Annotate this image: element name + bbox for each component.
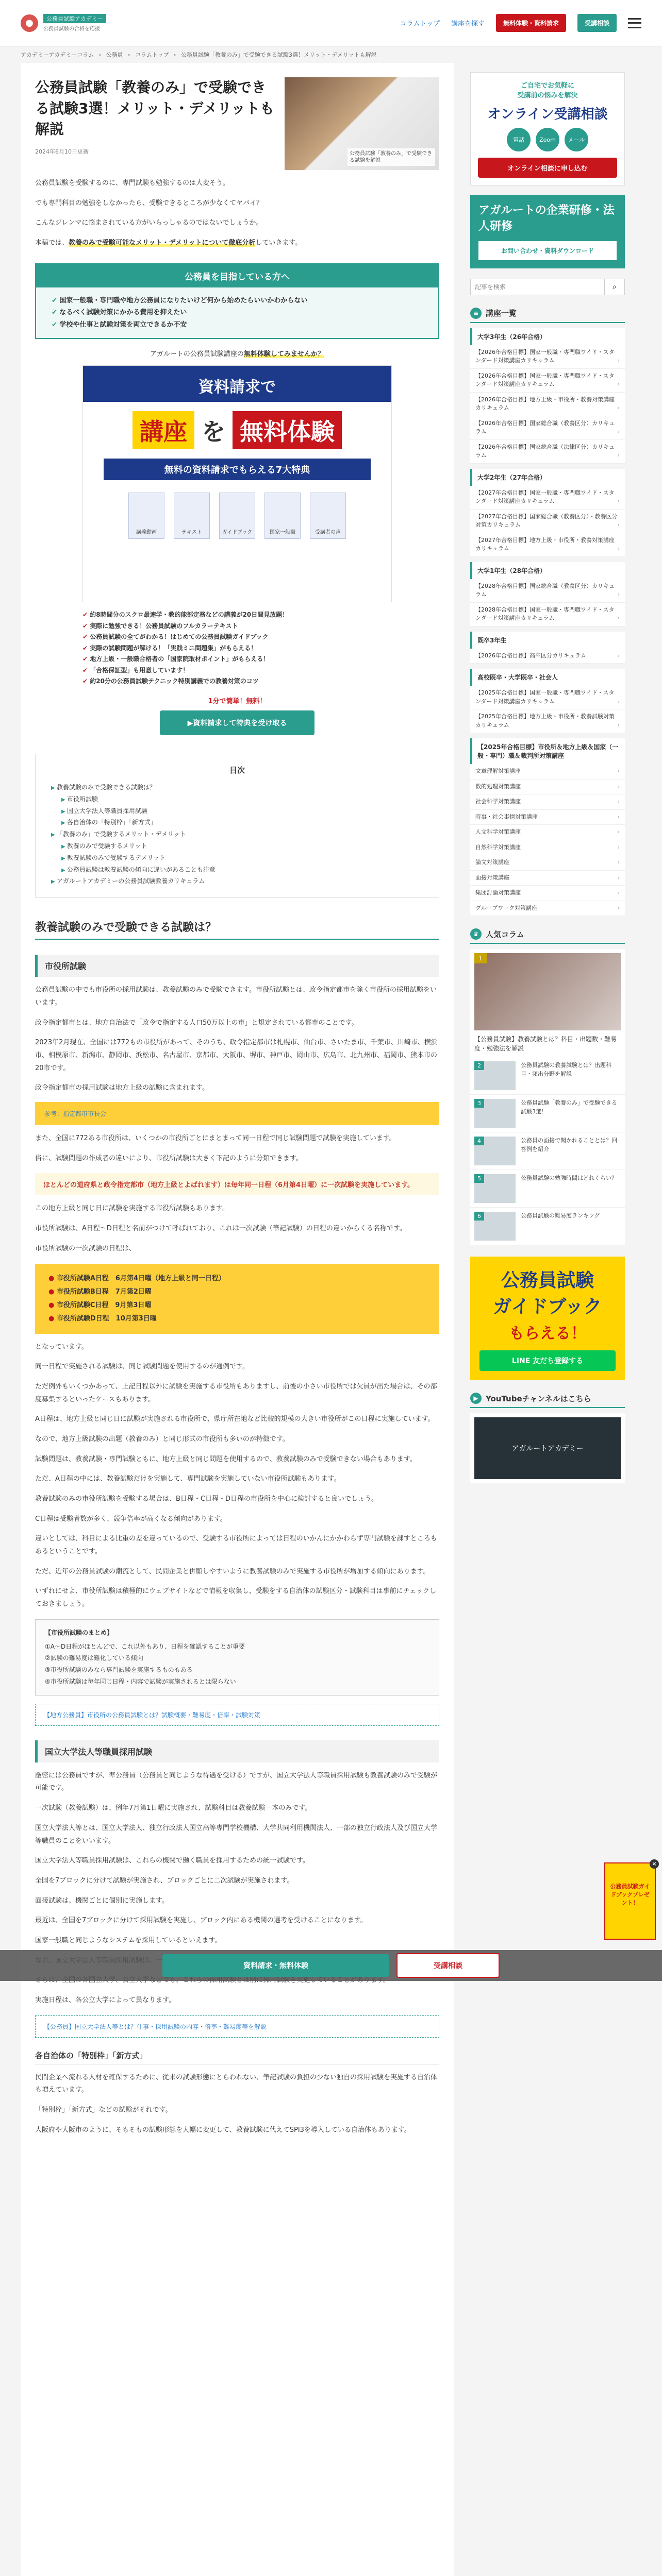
reference-box xyxy=(35,1102,439,1125)
online-consult-ad[interactable] xyxy=(470,72,625,185)
toc-item[interactable]: ▶ 各自治体の「特別枠」「新方式」 xyxy=(51,817,423,828)
ad-lead: 受講前の悩みを解決 xyxy=(517,92,578,99)
toc-title: 目次 xyxy=(229,766,245,775)
category-heading: 高校既卒・大学既卒・社会人 xyxy=(470,669,625,686)
breadcrumb-item[interactable]: コラムトップ xyxy=(135,52,169,58)
cta-lead: アガルートの公務員試験講座の無料体験してみませんか？ xyxy=(150,350,324,358)
close-icon[interactable]: × xyxy=(650,1859,659,1869)
category-link[interactable]: 数的処理対策講座 › xyxy=(470,779,625,795)
popular-article-title: 公務員試験の難易度ランキング xyxy=(521,1212,600,1219)
body-text: 同一日程で実施される試験は、同じ試験問題を使用するのが通例です。 xyxy=(35,1363,249,1371)
body-text: 公務員試験の中でも市役所の採用試験は、教養試験のみで受験できます。市役所試験とは、政令指定都市を除く市役所の採用試験をいいます。 xyxy=(35,986,437,1007)
schedule-item: ● 市役所試験B日程 7月第2日曜 xyxy=(48,1285,426,1299)
article-title: 公務員試験「教養のみ」で受験できる試験3選！メリット・デメリットも解説 xyxy=(35,79,275,138)
body-text: 教養試験のみの市役所試験を受験する場合は、B日程・C日程・D日程の市役所を中心に検討すると良いでしょう。 xyxy=(35,1495,378,1503)
category-link[interactable]: 【2026年合格目標】高卒区分カリキュラム › xyxy=(470,649,625,664)
body-text: ただ、A日程の中には、教養試験だけを実施して、専門試験を実施していない市役所試験もあります。 xyxy=(35,1475,341,1483)
banner-heading: 資料請求で xyxy=(83,366,391,402)
video-icon: Zoom xyxy=(536,128,559,151)
consult-button[interactable]: 受講相談 xyxy=(577,14,617,32)
banner-word: 講座 xyxy=(133,411,194,449)
category-link[interactable]: 論文対策講座 › xyxy=(470,855,625,871)
intro-summary: 本稿では、教養のみで受験可能なメリット・デメリットについて徹底分析していきます。 xyxy=(35,239,302,247)
free-trial-banner[interactable] xyxy=(82,365,392,602)
category-group xyxy=(470,562,625,626)
logo-icon: ● xyxy=(21,14,38,32)
breadcrumb-sep: › xyxy=(174,52,176,58)
sticky-cta-bar xyxy=(0,1950,662,1981)
category-link[interactable]: 時事・社会事情対策講座 › xyxy=(470,810,625,825)
breadcrumb xyxy=(0,46,662,63)
inquiry-button[interactable]: お問い合わせ・資料ダウンロード xyxy=(478,241,617,260)
subsection-heading: 各自治体の「特別枠」「新方式」 xyxy=(35,2050,439,2064)
schedule-item: ● 市役所試験C日程 9月第3日曜 xyxy=(48,1299,426,1312)
benefit-item: ✔ 地方上級・一般職合格者の「国家院取材ポイント」がもらえる！ xyxy=(82,654,392,665)
popular-article[interactable]: 6 公務員試験の難易度ランキング xyxy=(470,1208,625,1245)
popular-article[interactable]: 5 公務員試験の勉強時間はどれくらい？ xyxy=(470,1170,625,1208)
banner-book: ガイドブック xyxy=(219,493,255,539)
subsection-heading: 国立大学法人等職員採用試験 xyxy=(35,1740,439,1762)
category-link[interactable]: 【2028年合格目標】国家総合職（教養区分）カリキュラム › xyxy=(470,579,625,603)
category-heading: 大学2年生（27年合格） xyxy=(470,469,625,486)
category-group xyxy=(470,632,625,664)
article xyxy=(21,63,454,2576)
benefit-item: ✔ 実際の試験問題が解ける！「実践ミニ問題集」がもらえる！ xyxy=(82,643,392,654)
ad-heading: 公務員試験 xyxy=(501,1270,594,1292)
intro-paragraph: こんなジレンマに悩まされている方がいらっしゃるのではないでしょうか。 xyxy=(35,219,263,227)
category-link[interactable]: 自然科学対策講座 › xyxy=(470,840,625,856)
summary-item: ③市役所試験のみなら専門試験を実施するものもある xyxy=(45,1666,193,1674)
intro-paragraph: 公務員試験を受験するのに、専門試験も勉強するのは大変そう。 xyxy=(35,179,230,187)
top-nav xyxy=(400,14,641,32)
body-text: 政令指定都市とは、地方自治法で「政令で指定する人口50万以上の市」と規定されている都市のことです。 xyxy=(35,1019,358,1027)
benefit-item: ✔ 実際に勉強できる！公務員試験のフルカラーテキスト xyxy=(82,621,392,632)
body-text: A日程は、地方上級と同じ日に試験が実施される市役所で、県庁所在地など比較的規模の大きい市役所がこの日程に実施しています。 xyxy=(35,1415,435,1423)
lectures-heading: ≡ 講座一覧 xyxy=(470,308,625,323)
search-input[interactable] xyxy=(470,279,604,295)
category-group xyxy=(470,328,625,464)
line-add-friend-button[interactable]: LINE 友だち登録する xyxy=(479,1350,616,1371)
apply-consult-button[interactable]: オンライン相談に申し込む xyxy=(478,158,617,178)
body-text: 全国を7ブロックに分けて試験が実施され、ブロックごとに二次試験が実施されます。 xyxy=(35,1876,294,1885)
popular-article-title: 公務員試験「教養のみ」で受験できる試験3選！ xyxy=(521,1099,617,1115)
toc-item[interactable]: ▶ 教養試験のみで受験するデメリット xyxy=(51,852,423,864)
category-link[interactable]: グループワーク対策講座 › xyxy=(470,901,625,917)
benefit-item: ✔ 公務員試験の全てがわかる！はじめての公務員試験ガイドブック xyxy=(82,632,392,643)
body-text: 違いとしては、科目による比重の差を違っているので、受験する市役所によっては日程のいかんにかかわらず専門試験を課すところもあるということです。 xyxy=(35,1535,437,1556)
breadcrumb-sep: › xyxy=(128,52,130,58)
sticky-free-trial-button[interactable]: 資料請求・無料体験 xyxy=(162,1954,389,1977)
toc-item[interactable]: ▶ 教養のみで受験するメリット xyxy=(51,840,423,852)
category-link[interactable]: 【2027年合格目標】国家総合職（教養区分）・教養区分対策カリキュラム › xyxy=(470,510,625,533)
body-text: となっています。 xyxy=(35,1343,88,1351)
target-item: ✔ 学校や仕事と試験対策を両立できるか不安 xyxy=(52,319,423,331)
article-date: 2024年6月10日更新 xyxy=(35,148,89,155)
category-link[interactable]: 【2026年合格目標】国家一般職・専門職ワイド・スタンダード対策講座カリキュラム › xyxy=(470,345,625,369)
popular-article-title: 公務員試験の教養試験とは？出題科目・頻出分野を解説 xyxy=(521,1062,611,1077)
body-text: いずれにせよ、市役所試験は積極的にウェブサイトなどで情報を収集し、受験をする自治体の試験区分・試験科目は事前にチェックしておきましょう。 xyxy=(35,1587,437,1608)
site-header xyxy=(0,0,662,46)
section-heading: 教養試験のみで受験できる試験は？ xyxy=(35,919,439,940)
hero-image xyxy=(285,77,439,170)
play-icon: ▶ xyxy=(470,1393,482,1404)
ad-subheading: もらえる！ xyxy=(509,1325,586,1343)
body-text: 国立大学法人等職員採用試験は、これらの機関で働く職員を採用するための統一試験です。 xyxy=(35,1857,309,1865)
benefit-item: ✔ 約8時間分のスクロ最速学・教的能部定務などの講義が20日間見放題！ xyxy=(82,609,392,621)
youtube-heading: ▶ YouTubeチャンネルはこちら xyxy=(470,1393,625,1408)
body-text: 国家一般職と同じようなシステムを採用しているといえます。 xyxy=(35,1936,222,1944)
table-of-contents xyxy=(35,754,439,898)
subsection-heading: 市役所試験 xyxy=(35,955,439,977)
category-link[interactable]: 【2025年合格目標】地方上級・市役所・教養試験対策カリキュラム › xyxy=(470,709,625,733)
popular-article-first[interactable] xyxy=(470,949,625,1057)
toc-item[interactable]: ▶ アガルートアカデミーの公務員試験教養カリキュラム xyxy=(51,875,423,887)
category-link[interactable]: 【2027年合格目標】地方上級・市役所・教養対策講座カリキュラム › xyxy=(470,533,625,557)
category-link[interactable]: 文章理解対策講座 › xyxy=(470,764,625,779)
hero-caption: 公務員試験「教養のみ」で受験できる試験を解説 xyxy=(347,148,435,166)
related-link-box xyxy=(35,1704,439,1726)
related-link[interactable]: 【地方公務員】市役所の公務員試験とは？試験概要・難易度・倍率・試験対策 xyxy=(44,1711,261,1719)
nav-column-top[interactable]: コラムトップ xyxy=(400,20,440,28)
benefit-item: ✔ 約20分の公務員試験テクニック特別講義での教養対策のコツ xyxy=(82,676,392,687)
popular-article-title: 公務員の面接で聞かれることとは？回答例を紹介 xyxy=(521,1137,617,1153)
body-text: また、全国に772ある市役所は、いくつかの市役所ごとにまとまって同一日程で同じ試験問題で試験を実施しています。 xyxy=(35,1134,396,1143)
body-text: 2023年2月現在、全国には772もの市役所があって、そのうち、政令指定都市は札幌市、仙台市、さいたま市、千葉市、川崎市、横浜市、相模原市、新潟市、静岡市、浜松市、名古屋市、京都市、大阪市、堺市、神戸市、岡山市、広島市、北九州市、福岡市、熊本市の20市です。 xyxy=(35,1039,438,1072)
search-icon[interactable]: ⌕ xyxy=(604,279,625,295)
schedule-item: ● 市役所試験A日程 6月第4日曜（地方上級と同一日程） xyxy=(48,1272,426,1285)
article-thumbnail: 1 xyxy=(474,953,621,1030)
phone-icon: 電話 xyxy=(507,128,531,151)
category-link[interactable]: 人文科学対策講座 › xyxy=(470,825,625,840)
benefit-item: ✔ 「合格保証型」も用意しています！ xyxy=(82,665,392,676)
body-text: この地方上級と同じ日に試験を実施する市役所試験もあります。 xyxy=(35,1205,229,1213)
hamburger-menu-icon[interactable] xyxy=(628,18,641,28)
banner-book: テキスト xyxy=(174,493,210,539)
schedule-box xyxy=(35,1264,439,1334)
breadcrumb-item[interactable]: 公務員 xyxy=(106,52,123,58)
highlight-quote: ほとんどの道府県と政令指定都市（地方上級とよばれます）は毎年同一日程（6月第4日曜）に一次試験を実施しています。 xyxy=(35,1173,439,1195)
popular-article-title: 【公務員試験】教養試験とは？科目・出題数・難易度・勉強法を解説 xyxy=(474,1036,617,1053)
book-icon: ≡ xyxy=(470,308,482,319)
body-text: 「特別枠」「新方式」などの試験がそれです。 xyxy=(35,2106,172,2114)
body-text: 市役所試験は、A日程～D日程と名前がつけて呼ばれており、これは一次試験（筆記試験）の日程の違いからくる名称です。 xyxy=(35,1225,406,1233)
category-link[interactable]: 【2026年合格目標】国家総合職（教養区分）カリキュラム › xyxy=(470,416,625,440)
youtube-banner[interactable] xyxy=(470,1413,625,1483)
breadcrumb-sep: › xyxy=(98,52,102,58)
request-materials-button[interactable]: ▶資料請求して特典を受け取る xyxy=(160,710,315,735)
category-link[interactable]: 【2026年合格目標】地方上級・市役所・教養対策講座カリキュラム › xyxy=(470,393,625,416)
banner-book: 国家一般職 xyxy=(264,493,301,539)
body-text: ただ例外もいくつかあって、上記日程以外に試験を実施する市役所もありますし、前後の小さい市役所では欠員が出た場合は、その都度募集するといったケースもあります。 xyxy=(35,1382,437,1403)
search-form xyxy=(470,279,625,295)
banner-word: 無料体験 xyxy=(233,411,342,449)
body-text: ただ、近年の公務員試験の潮流として、民間企業と併願しやすいように教養試験のみで実施する市役所が増加する傾向にあります。 xyxy=(35,1567,430,1575)
related-link-box xyxy=(35,2015,439,2038)
category-link[interactable]: 【2028年合格目標】国家一般職・専門職ワイド・スタンダード対策講座カリキュラム › xyxy=(470,603,625,626)
free-trial-button[interactable]: 無料体験・資料請求 xyxy=(496,14,566,32)
toc-item[interactable]: ▶ 公務員試験は教養試験の傾向に違いがあることも注意 xyxy=(51,864,423,876)
toc-item[interactable]: ▶ 教養試験のみで受験できる試験は？ xyxy=(51,782,423,793)
summary-title: 【市役所試験のまとめ】 xyxy=(45,1629,113,1636)
target-item: ✔ 国家一般職・専門職や地方公務員になりたいけど何から始めたらいいかわからない xyxy=(52,295,423,307)
toc-item[interactable]: ▶ 「教養のみ」で受験するメリット・デメリット xyxy=(51,828,423,840)
body-text: 試験問題は、教養試験・専門試験ともに、地方上級と同じ問題を使用するので、教養試験のみで受験できない場合もあります。 xyxy=(35,1455,417,1463)
nav-find-course[interactable]: 講座を探す xyxy=(451,20,485,28)
body-text: 政令指定都市の採用試験は地方上級の試験に含まれます。 xyxy=(35,1084,209,1092)
site-logo[interactable] xyxy=(21,14,106,32)
toc-item[interactable]: ▶ 市役所試験 xyxy=(51,793,423,805)
category-group xyxy=(470,738,625,916)
ad-lead: ご自宅でお気軽に xyxy=(520,82,574,90)
breadcrumb-item[interactable]: アカデミーアカデミーコラム xyxy=(21,52,94,58)
ad-heading: ガイドブック xyxy=(493,1296,602,1318)
schedule-item: ● 市役所試験D日程 10月第3日曜 xyxy=(48,1312,426,1326)
summary-box xyxy=(35,1619,439,1696)
category-link[interactable]: 【2026年合格目標】国家総合職（法律区分）カリキュラム › xyxy=(470,440,625,464)
body-text: 面接試験は、機関ごとに個別に実施します。 xyxy=(35,1896,169,1905)
breadcrumb-current: 公務員試験「教養のみ」で受験できる試験3選！メリット・デメリットも解説 xyxy=(180,52,377,58)
line-guidebook-ad[interactable] xyxy=(470,1257,625,1380)
ad-heading: アガルートの企業研修・法人研修 xyxy=(478,204,615,233)
floating-guidebook-ad[interactable] xyxy=(604,1862,656,1940)
category-heading: 【2025年合格目標】市役所＆地方上級＆国家（一般・専門）職＆裁判所対策講座 xyxy=(470,738,625,764)
banner-word: を xyxy=(202,417,225,446)
banner-book: 受講者の声 xyxy=(310,493,346,539)
body-text: なので、地方上級試験の出題（教養のみ）と同じ形式の市役所も多いのが特徴です。 xyxy=(35,1435,289,1443)
body-text: C日程は受験者数が多く、競争倍率が高くなる傾向があります。 xyxy=(35,1515,227,1523)
category-group xyxy=(470,669,625,733)
crown-icon: ♛ xyxy=(470,928,482,940)
body-text: 市役所試験の一次試験の日程は、 xyxy=(35,1244,136,1252)
category-link[interactable]: 社会科学対策講座 › xyxy=(470,794,625,810)
ad-heading: オンライン受講相談 xyxy=(487,107,608,122)
summary-item: ④市役所試験は毎年同じ日程・内容で試験が実施されるとは限らない xyxy=(45,1678,236,1685)
toc-item[interactable]: ▶ 国立大学法人等職員採用試験 xyxy=(51,805,423,817)
sidebar xyxy=(470,63,625,1483)
popular-article[interactable]: 2 公務員試験の教養試験とは？出題科目・頻出分野を解説 xyxy=(470,1057,625,1095)
floating-ad-text: 公務員試験ガイドブックプレゼント！ xyxy=(610,1883,650,1906)
target-box xyxy=(35,263,439,339)
banner-book: 講義動画 xyxy=(128,493,164,539)
popular-article[interactable]: 4 公務員の面接で聞かれることとは？回答例を紹介 xyxy=(470,1132,625,1170)
body-text: 国立大学法人等とは、国立大学法人、独立行政法人国立高等専門学校機構、大学共同利用機関法人、一部の独立行政法人及び国立大学等職員のことをいいます。 xyxy=(35,1824,438,1845)
body-text: 厳密には公務員ですが、準公務員（公務員と同じような待遇を受ける）ですが、国立大学法人等職員採用試験も教養試験のみで受験が可能です。 xyxy=(35,1771,438,1792)
category-link[interactable]: 面接対策講座 › xyxy=(470,871,625,886)
category-heading: 大学3年生（26年合格） xyxy=(470,328,625,345)
banner-subtitle: 無料の資料請求でもらえる7大特典 xyxy=(104,459,371,480)
benefit-list xyxy=(82,609,392,687)
cta-note: 1分で簡単！無料！ xyxy=(208,698,267,706)
corporate-training-ad[interactable] xyxy=(470,195,625,268)
popular-heading: ♛ 人気コラム xyxy=(470,928,625,944)
target-item: ✔ なるべく試験対策にかかる費用を抑えたい xyxy=(52,307,423,318)
category-heading: 大学1年生（28年合格） xyxy=(470,562,625,579)
logo-badge: 公務員試験アカデミー xyxy=(43,14,106,23)
summary-item: ①A～D日程がほとんどで、これ以外もあり、日程を確認することが重要 xyxy=(45,1642,245,1650)
popular-article-title: 公務員試験の勉強時間はどれくらい？ xyxy=(521,1175,617,1182)
category-heading: 既卒3年生 xyxy=(470,632,625,649)
category-link[interactable]: 集団討論対策講座 › xyxy=(470,886,625,901)
intro-paragraph: でも専門科目の勉強をしなかったら、受験できるところが少なくてヤバイ？ xyxy=(35,199,263,207)
body-text: 民間企業へ流れる人材を確保するために、従来の試験形態にとらわれない、筆記試験の負担の少ない独自の採用試験を実施する自治体も増えています。 xyxy=(35,2073,438,2094)
category-link[interactable]: 【2025年合格目標】国家一般職・専門職ワイド・スタンダード対策講座カリキュラム › xyxy=(470,686,625,709)
youtube-thumbnail: アガルートアカデミー xyxy=(474,1417,621,1479)
related-link[interactable]: 【公務員】国立大学法人等とは？仕事・採用試験の内容・倍率・難易度等を解説 xyxy=(44,2023,267,2030)
sticky-consult-button[interactable]: 受講相談 xyxy=(396,1953,500,1978)
body-text: 実施日程は、各公立大学によって異なります。 xyxy=(35,1996,175,2005)
body-text: 俗に、試験問題の作成者の違いにより、市役所試験は大きく下記のように分類できます。 xyxy=(35,1154,303,1162)
mail-icon: メール xyxy=(565,128,588,151)
body-text: 最近は、全国を7ブロックに分けて採用試験を実施し、ブロック内にある機関の選考を受けることになります。 xyxy=(35,1917,367,1925)
body-text: 大阪府や大阪市のように、そもそもの試験形態を大幅に変更して、教養試験に代えてSPI3を導入している自治体もあります。 xyxy=(35,2126,411,2134)
logo-subtitle: 公務員試験の合格を応援 xyxy=(43,26,100,32)
summary-item: ②試験の難易度は難化している傾向 xyxy=(45,1654,143,1662)
category-link[interactable]: 【2027年合格目標】国家一般職・専門職ワイド・スタンダード対策講座カリキュラム › xyxy=(470,486,625,510)
category-group xyxy=(470,469,625,557)
body-text: 一次試験（教養試験）は、例年7月第1日曜に実施され、試験科目は教養試験一本のみです。 xyxy=(35,1804,312,1812)
reference-link[interactable]: 参考：指定都市市長会 xyxy=(44,1110,107,1118)
popular-article[interactable]: 3 公務員試験「教養のみ」で受験できる試験3選！ xyxy=(470,1095,625,1132)
category-link[interactable]: 【2026年合格目標】国家一般職・専門職ワイド・スタンダード対策講座カリキュラム › xyxy=(470,369,625,393)
target-title: 公務員を目指している方へ xyxy=(36,264,438,287)
